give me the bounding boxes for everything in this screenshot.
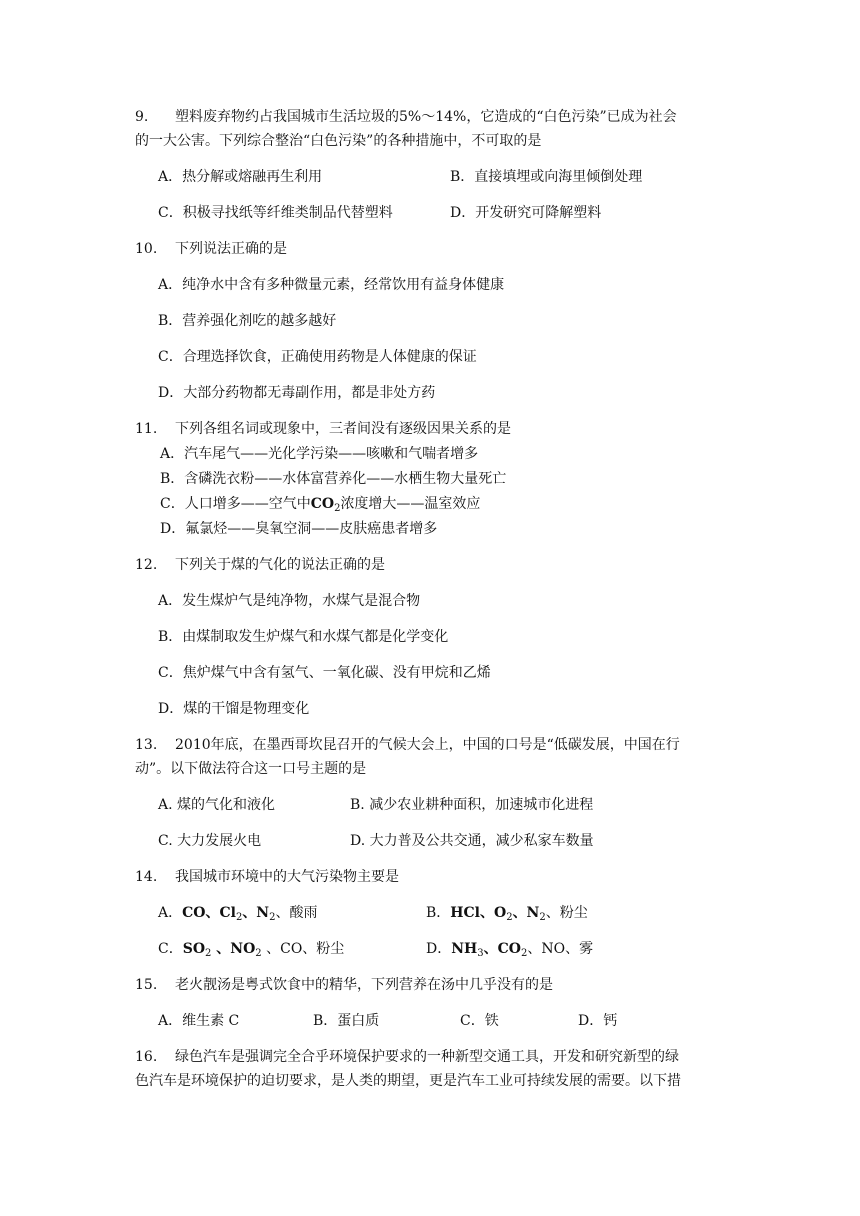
question-14-option-a	[158, 903, 317, 923]
question-10-option-b: B．营养强化剂吃的越多越好	[158, 313, 337, 329]
question-14-stem	[135, 867, 399, 887]
question-11-option-d: D．氟氯烃——臭氧空洞——皮肤癌患者增多	[160, 521, 438, 537]
question-9-stem	[135, 107, 677, 127]
question-10-stem	[135, 239, 287, 259]
question-text: 我国城市环境中的大气污染物主要是	[175, 869, 399, 885]
option-label: A．	[158, 905, 183, 921]
question-number: 11.	[135, 421, 158, 437]
subscript: 2	[506, 912, 513, 923]
formula: HCl、O	[450, 905, 507, 921]
option-text: 浓度增大——温室效应	[340, 496, 481, 512]
option-text: 、CO、粉尘	[261, 941, 345, 957]
question-15-option-a: A．维生素 C	[158, 1013, 240, 1029]
formula: SO	[182, 941, 206, 957]
question-number: 9.	[135, 109, 149, 125]
subscript: 2	[539, 912, 546, 923]
question-text: 塑料废弃物约占我国城市生活垃圾的5%～14%，它造成的“白色污染”已成为社会	[175, 109, 677, 125]
formula: 、CO	[483, 941, 521, 957]
question-number: 12.	[135, 557, 158, 573]
subscript: 2	[334, 503, 341, 514]
question-14-option-d	[426, 939, 593, 959]
question-text: 老火靓汤是粤式饮食中的精华，下列营养在汤中几乎没有的是	[175, 977, 553, 993]
question-text: 下列各组名词或现象中，三者间没有逐级因果关系的是	[175, 421, 511, 437]
question-12-option-c: C．焦炉煤气中含有氢气、一氧化碳、没有甲烷和乙烯	[158, 665, 491, 681]
option-text: 、酸雨	[275, 905, 318, 921]
question-9-option-d: D．开发研究可降解塑料	[450, 205, 602, 221]
question-number: 13.	[135, 737, 158, 753]
question-9-option-b: B．直接填埋或向海里倾倒处理	[450, 169, 643, 185]
question-13-option-d: D. 大力普及公共交通，减少私家车数量	[350, 833, 594, 849]
question-16-stem	[135, 1047, 679, 1067]
question-9-option-c: C．积极寻找纸等纤维类制品代替塑料	[158, 205, 393, 221]
question-11-option-b: B．含磷洗衣粉——水体富营养化——水栖生物大量死亡	[160, 471, 507, 487]
question-12-option-d: D．煤的干馏是物理变化	[158, 701, 310, 717]
question-11-option-c	[160, 494, 480, 514]
option-label: D．	[426, 941, 452, 957]
question-11-stem	[135, 419, 511, 439]
question-9-stem-cont: 的一大公害。下列综合整治“白色污染”的各种措施中，不可取的是	[135, 133, 542, 149]
question-number: 14.	[135, 869, 158, 885]
question-10-option-a: A．纯净水中含有多种微量元素，经常饮用有益身体健康	[158, 277, 505, 293]
question-text: 下列关于煤的气化的说法正确的是	[175, 557, 385, 573]
question-13-stem-cont: 动”。以下做法符合这一口号主题的是	[135, 761, 367, 777]
formula: NH	[451, 941, 478, 957]
question-12-option-b: B．由煤制取发生炉煤气和水煤气都是化学变化	[158, 629, 449, 645]
option-text: 、粉尘	[545, 905, 588, 921]
subscript: 2	[235, 912, 243, 923]
option-label: B．	[426, 905, 451, 921]
formula: 、N	[512, 905, 540, 921]
option-label: C．	[158, 941, 183, 957]
option-text: 、NO、雾	[527, 941, 594, 957]
question-13-option-a: A. 煤的气化和液化	[158, 797, 276, 813]
question-9-option-a: A．热分解或熔融再生利用	[158, 169, 323, 185]
question-16-stem-cont: 色汽车是环境保护的迫切要求，是人类的期望，更是汽车工业可持续发展的需要。以下措	[135, 1073, 681, 1089]
question-15-stem	[135, 975, 553, 995]
question-12-option-a: A．发生煤炉气是纯净物，水煤气是混合物	[158, 593, 421, 609]
subscript: 2	[269, 912, 276, 923]
question-text: 2010年底，在墨西哥坎昆召开的气候大会上，中国的口号是“低碳发展，中国在行	[175, 737, 680, 753]
question-14-option-c	[158, 939, 344, 959]
question-11-option-a: A．汽车尾气——光化学污染——咳嗽和气喘者增多	[160, 446, 479, 462]
formula: 、NO	[211, 941, 256, 957]
subscript: 2	[255, 948, 262, 959]
option-text: C．人口增多——空气中	[160, 496, 311, 512]
question-number: 15.	[135, 977, 158, 993]
question-15-option-d: D．钙	[578, 1013, 618, 1029]
formula: 、N	[242, 905, 270, 921]
question-number: 10.	[135, 241, 158, 257]
formula: CO、Cl	[182, 905, 236, 921]
question-10-option-d: D．大部分药物都无毒副作用，都是非处方药	[158, 385, 436, 401]
formula: CO	[310, 496, 335, 512]
subscript: 3	[477, 948, 484, 959]
question-text: 绿色汽车是强调完全合乎环境保护要求的一种新型交通工具，开发和研究新型的绿	[175, 1049, 679, 1065]
question-15-option-c: C．铁	[460, 1013, 499, 1029]
subscript: 2	[520, 948, 528, 959]
question-number: 16.	[135, 1049, 158, 1065]
subscript: 2	[205, 948, 212, 959]
question-13-stem	[135, 735, 680, 755]
question-10-option-c: C．合理选择饮食，正确使用药物是人体健康的保证	[158, 349, 477, 365]
question-text: 下列说法正确的是	[175, 241, 287, 257]
question-13-option-b: B. 减少农业耕种面积，加速城市化进程	[350, 797, 594, 813]
question-13-option-c: C. 大力发展火电	[158, 833, 262, 849]
question-12-stem	[135, 555, 385, 575]
question-15-option-b: B．蛋白质	[313, 1013, 380, 1029]
question-14-option-b	[426, 903, 588, 923]
